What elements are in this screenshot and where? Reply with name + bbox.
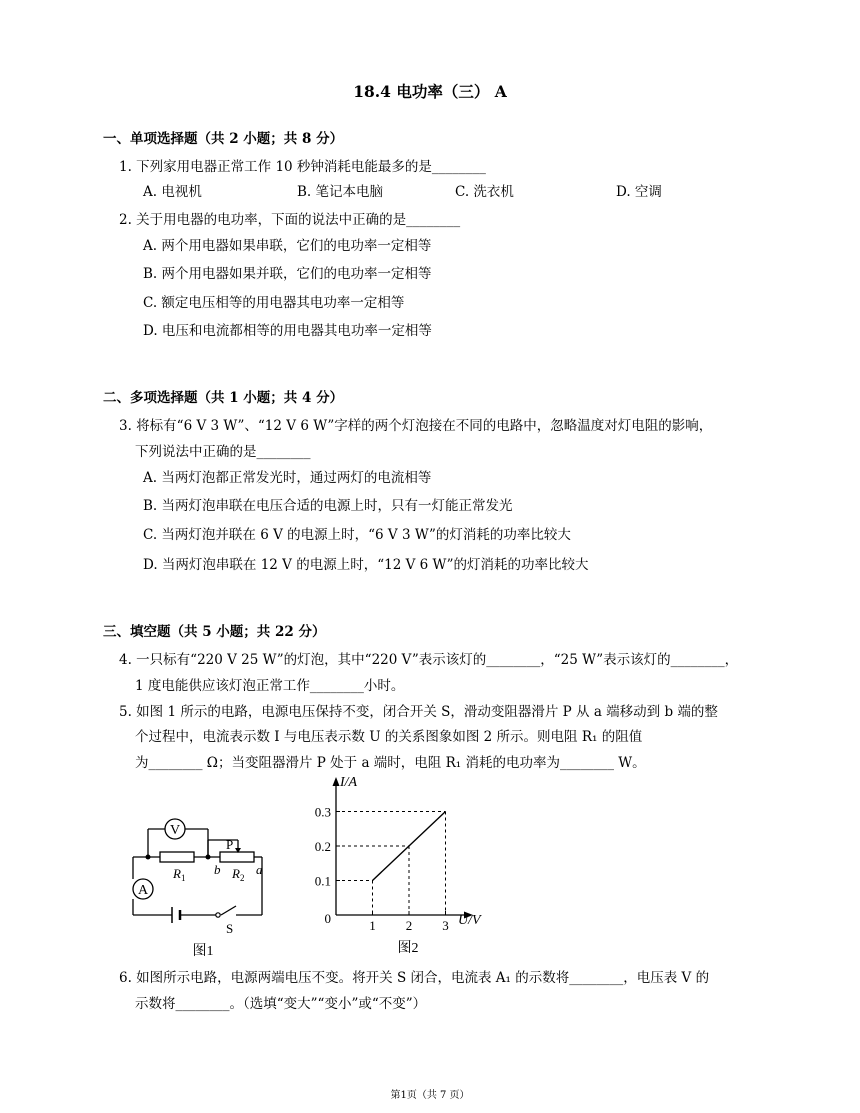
option: A. 电视机 — [143, 184, 202, 200]
junction-dot — [146, 855, 151, 860]
question-stem: 5. 如图 1 所示的电路，电源电压保持不变，闭合开关 S，滑动变阻器滑片 P 从 a 端移动到 b 端的整 — [119, 704, 718, 720]
option: A. 当两灯泡都正常发光时，通过两灯的电流相等 — [143, 470, 432, 486]
section-heading: 二、多项选择题（共 1 小题；共 4 分） — [103, 390, 344, 406]
option: D. 空调 — [616, 184, 662, 200]
option: B. 两个用电器如果并联，它们的电功率一定相等 — [143, 266, 432, 282]
figure-caption: 图1 — [192, 944, 214, 959]
option: C. 额定电压相等的用电器其电功率一定相等 — [143, 295, 405, 311]
option: A. 两个用电器如果串联，它们的电功率一定相等 — [143, 238, 432, 254]
y-axis-label: I/A — [340, 775, 358, 790]
question-stem-cont: 下列说法中正确的是________ — [135, 444, 311, 460]
question-stem-cont: 1 度电能供应该灯泡正常工作________小时。 — [135, 678, 405, 694]
question-stem: 1. 下列家用电器正常工作 10 秒钟消耗电能最多的是________ — [119, 159, 486, 175]
page-title: 18.4 电功率（三） A — [353, 82, 507, 101]
x-tick-label: 1 — [369, 918, 376, 933]
x-tick-label: 2 — [405, 918, 413, 933]
question-stem-cont: 为________ Ω；当变阻器滑片 P 处于 a 端时，电阻 R₁ 消耗的电功率为________ W。 — [135, 755, 646, 771]
battery-icon — [172, 907, 180, 923]
circuit-figure — [128, 808, 278, 960]
x-tick-label: 3 — [442, 918, 449, 933]
y-tick-label: 0.3 — [314, 804, 331, 820]
voltmeter-label: V — [169, 823, 181, 838]
switch-label: S — [226, 921, 234, 936]
y-axis-arrow-icon — [333, 777, 340, 786]
y-tick-label: 0.2 — [314, 839, 331, 854]
question-stem: 3. 将标有“6 V 3 W”、“12 V 6 W”字样的两个灯泡接在不同的电路中，忽略温度对灯电阻的影响， — [119, 418, 713, 434]
page-footer: 第1页（共 7 页） — [390, 1090, 470, 1101]
switch-contact — [216, 913, 220, 917]
resistor-r1 — [160, 852, 194, 862]
option: D. 当两灯泡串联在 12 V 的电源上时，“12 V 6 W”的灯消耗的功率比较大 — [143, 557, 589, 573]
question-stem-cont: 示数将________。（选填“变大”“变小”或“不变”） — [135, 996, 427, 1012]
question-stem: 2. 关于用电器的电功率，下面的说法中正确的是________ — [119, 212, 461, 228]
y-tick-label: 0.1 — [314, 873, 331, 889]
end-a-label: a — [256, 862, 263, 877]
slider-label: P — [226, 837, 234, 852]
question-stem: 6. 如图所示电路，电源两端电压不变。将开关 S 闭合，电流表 A₁ 的示数将________，电压表 V 的 — [119, 970, 710, 986]
resistor-r2 — [220, 852, 254, 862]
x-axis-label: U/V — [458, 913, 481, 928]
ammeter-label: A — [137, 883, 149, 898]
section-heading: 一、单项选择题（共 2 小题；共 8 分） — [103, 131, 344, 147]
junction-dot — [206, 855, 211, 860]
option: C. 当两灯泡并联在 6 V 的电源上时，“6 V 3 W”的灯消耗的功率比较大 — [143, 527, 571, 543]
iu-chart — [300, 772, 495, 958]
r1-label: $R_1$ — [173, 866, 186, 883]
end-b-label: b — [214, 862, 221, 877]
r2-label: $R_2$ — [232, 866, 245, 883]
question-stem: 4. 一只标有“220 V 25 W”的灯泡，其中“220 V”表示该灯的________，“25 W”表示该灯的________， — [119, 652, 739, 668]
option: B. 笔记本电脑 — [297, 184, 384, 200]
question-stem-cont: 个过程中，电流表示数 I 与电压表示数 U 的关系图象如图 2 所示。则电阻 R₁ 的阻值 — [135, 729, 643, 745]
section-heading: 三、填空题（共 5 小题；共 22 分） — [103, 624, 326, 640]
option: C. 洗衣机 — [455, 184, 514, 200]
option: D. 电压和电流都相等的用电器其电功率一定相等 — [143, 323, 432, 339]
origin-label: 0 — [324, 911, 331, 926]
figure-caption: 图2 — [397, 941, 419, 956]
option: B. 当两灯泡串联在电压合适的电源上时，只有一灯能正常发光 — [143, 498, 513, 514]
